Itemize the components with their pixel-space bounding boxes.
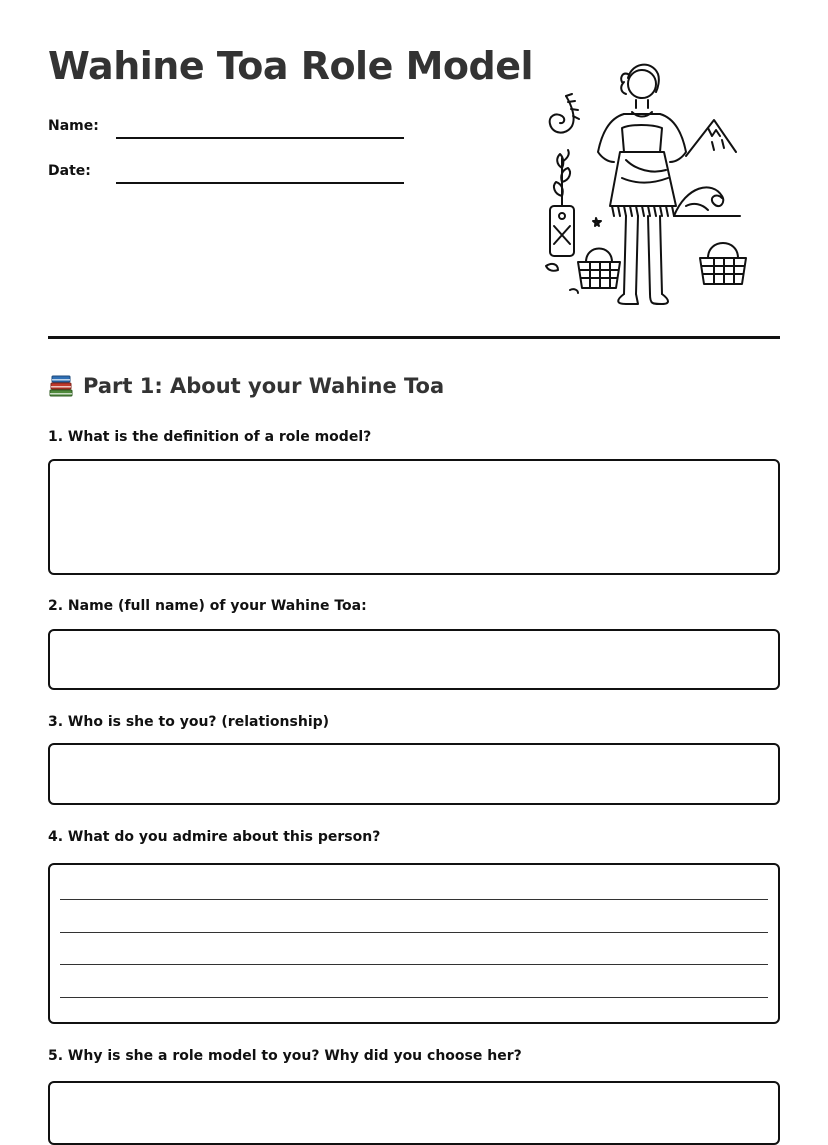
writing-line	[60, 964, 768, 965]
koru-fern-icon	[550, 94, 579, 133]
question-5-answer-box[interactable]	[48, 1081, 780, 1145]
question-3-label: 3. Who is she to you? (relationship)	[48, 714, 330, 730]
basket-left-icon	[578, 249, 620, 289]
part1-heading	[48, 373, 444, 399]
writing-line	[60, 932, 768, 933]
woman-figure-icon	[598, 65, 686, 304]
date-field[interactable]	[116, 182, 404, 184]
section-divider	[48, 336, 780, 339]
question-3-answer-box[interactable]	[48, 743, 780, 805]
name-label: Name:	[48, 118, 99, 134]
basket-right-icon	[700, 243, 746, 284]
writing-line	[60, 997, 768, 998]
question-4-answer-box[interactable]	[48, 863, 780, 1024]
page-title: Wahine Toa Role Model	[48, 44, 534, 88]
name-field[interactable]	[116, 137, 404, 139]
question-5-label: 5. Why is she a role model to you? Why did you choose her?	[48, 1048, 522, 1064]
question-1-label: 1. What is the definition of a role model?	[48, 429, 372, 445]
question-2-answer-box[interactable]	[48, 629, 780, 690]
date-label: Date:	[48, 163, 91, 179]
question-2-label: 2. Name (full name) of your Wahine Toa:	[48, 598, 367, 614]
question-4-label: 4. What do you admire about this person?	[48, 829, 381, 845]
star-icon	[593, 218, 601, 226]
question-1-answer-box[interactable]	[48, 459, 780, 575]
books-icon	[48, 373, 74, 399]
plant-jar-icon	[550, 150, 574, 256]
leaf-icon	[546, 264, 558, 271]
wave-icon	[674, 187, 740, 216]
mountain-icon	[686, 120, 736, 156]
writing-line	[60, 899, 768, 900]
wahine-toa-illustration	[536, 56, 752, 314]
part1-heading-text: Part 1: About your Wahine Toa	[83, 374, 445, 398]
